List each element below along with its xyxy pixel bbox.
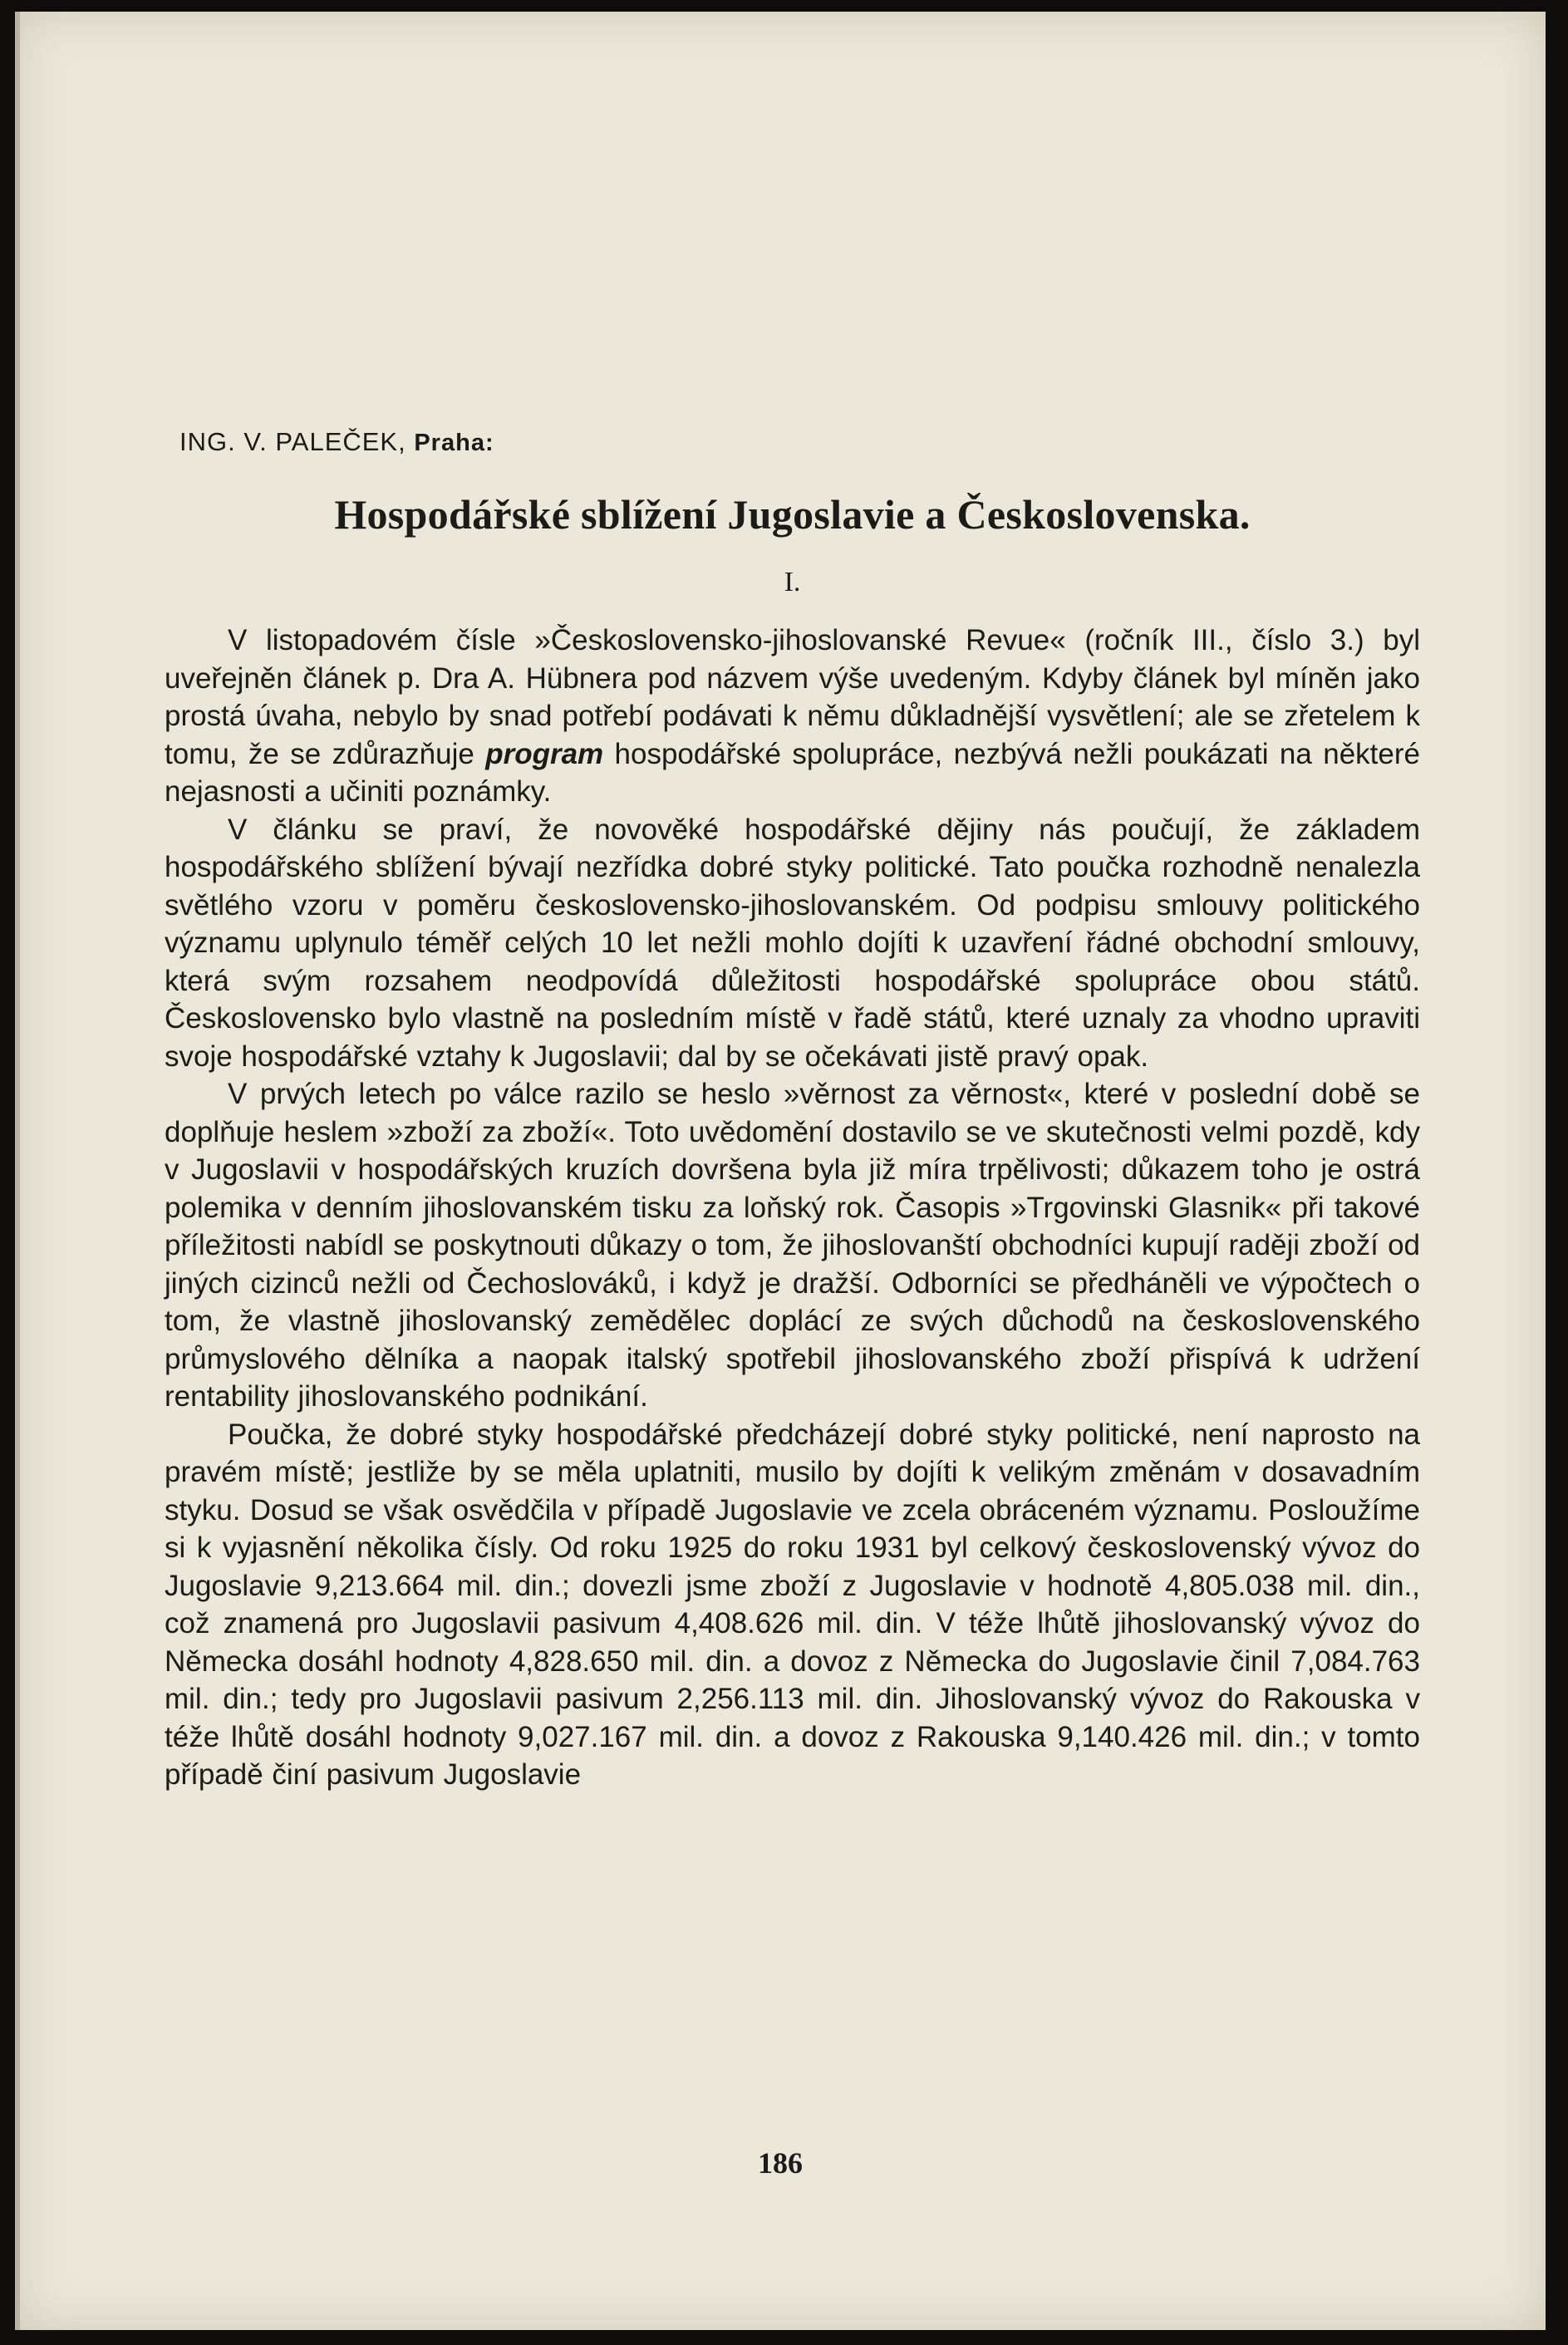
author-line xyxy=(179,427,1420,457)
paragraph-3: V prvých letech po válce razilo se heslo »věrnost za věrnost«, které v poslední době se doplňuje heslem »zboží za zboží«. Toto uvědomění dostavilo se ve skutečnosti velmi pozdě, kdy v Jugoslavii v hospodářských kruzích dovršena byla již míra trpělivosti; důkazem toho je ostrá polemika v denním jihoslovanském tisku za loňský rok. Časopis »Trgovinski Glasnik« při takové příležitosti nabídl se poskytnouti důkazy o tom, že jihoslovanští obchodníci kupují raději zboží od jiných cizinců nežli od Čechoslováků, i když je dražší. Odborníci se předháněli ve výpočtech o tom, že vlastně jihoslovanský zemědělec doplácí ze svých důchodů na československého průmyslového dělníka a naopak italský spotřebil jihoslovanského zboží přispívá k udržení rentability jihoslovanského podnikání. xyxy=(165,1078,1420,1413)
author-name: ING. V. PALEČEK, xyxy=(179,427,406,456)
page-edge-shadow xyxy=(15,12,20,2330)
paragraph-1-text-a: V listopadovém čísle »Československo-jihoslovanské Revue« (ročník III., číslo 3.) byl uveřejněn článek p. Dra A. Hübnera pod názvem výše uvedeným. Kdyby článek byl míněn jako prostá úvaha, nebylo by snad potřebí podávati k němu důkladnější vysvětlení; ale se zřetelem k tomu, že se zdůrazňuje xyxy=(165,624,1420,770)
paragraph-1-text-b: hospodářské spolupráce, nezbývá nežli poukázati na některé nejasnosti a učiniti poznámky. xyxy=(165,737,1420,808)
article xyxy=(165,427,1420,1794)
paragraph-1-emphasis: program xyxy=(485,737,604,770)
section-number: I. xyxy=(784,567,801,597)
paragraph-1 xyxy=(165,622,1420,811)
scanned-page xyxy=(15,12,1546,2330)
author-city: Praha: xyxy=(414,430,494,456)
page-number: 186 xyxy=(758,2146,803,2180)
article-title: Hospodářské sblížení Jugoslavie a Československa. xyxy=(334,491,1251,538)
paragraph-4: Poučka, že dobré styky hospodářské předcházejí dobré styky politické, není naprosto na pravém místě; jestliže by se měla uplatniti, musilo by dojíti k velikým změnám v dosavadním styku. Dosud se však osvědčila v případě Jugoslavie ve zcela obráceném významu. Posloužíme si k vyjasnění několika čísly. Od roku 1925 do roku 1931 byl celkový československý vývoz do Jugoslavie 9,213.664 mil. din.; dovezli jsme zboží z Jugoslavie v hodnotě 4,805.038 mil. din., což znamená pro Jugoslavii pasivum 4,408.626 mil. din. V téže lhůtě jihoslovanský vývoz do Německa dosáhl hodnoty 4,828.650 mil. din. a dovoz z Německa do Jugoslavie činil 7,084.763 mil. din.; tedy pro Jugoslavii pasivum 2,256.113 mil. din. Jihoslovanský vývoz do Rakouska v téže lhůtě dosáhl hodnoty 9,027.167 mil. din. a dovoz z Rakouska 9,140.426 mil. din.; v tomto případě činí pasivum Jugoslavie xyxy=(165,1418,1420,1791)
paragraph-2: V článku se praví, že novověké hospodářské dějiny nás poučují, že základem hospodářského sblížení bývají nezřídka dobré styky politické. Tato poučka rozhodně nenalezla světlého vzoru v poměru československo-jihoslovanském. Od podpisu smlouvy politického významu uplynulo téměř celých 10 let nežli mohlo dojíti k uzavření řádné obchodní smlouvy, která svým rozsahem neodpovídá důležitosti hospodářské spolupráce obou států. Československo bylo vlastně na posledním místě v řadě států, které uznaly za vhodno upraviti svoje hospodářské vztahy k Jugoslavii; dal by se očekávati jistě pravý opak. xyxy=(165,813,1420,1073)
